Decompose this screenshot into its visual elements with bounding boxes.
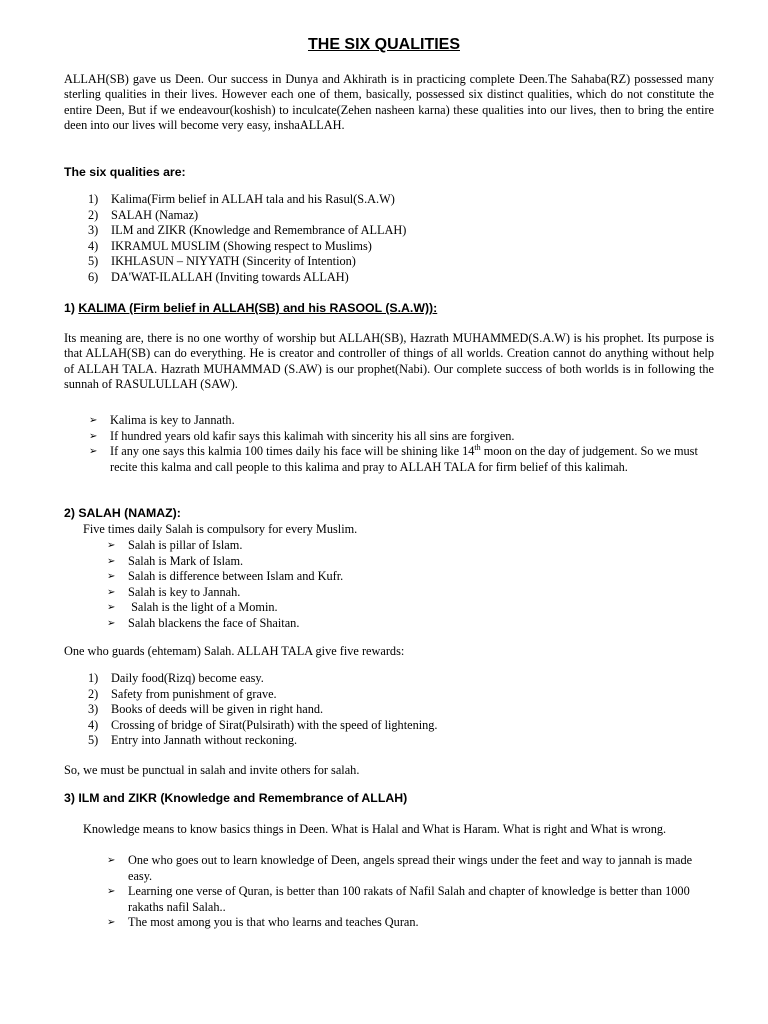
- salah-heading: 2) SALAH (NAMAZ):: [64, 506, 181, 520]
- arrow-bullet-icon: ➢: [107, 571, 116, 583]
- list-item: ➢ Salah blackens the face of Shaitan.: [107, 615, 300, 630]
- arrow-bullet-icon: ➢: [107, 540, 116, 551]
- intro-paragraph: ALLAH(SB) gave us Deen. Our success in Dunya and Akhirath is in practicing complete Deen.The Sahaba(RZ) possessed many sterling qualities in their lives. However each one of them, basically, possessed six distinct qualities, which do not constitute the entire Deen, But if we endeavour(koshish) to inculcate(Zehen nasheen karna) these qualities into our lives, then to bring the entire deen into our lives will become very easy, inshaALLAH.: [64, 72, 714, 132]
- list-item: 5) IKHLASUN – NIYYATH (Sincerity of Intention): [88, 254, 356, 269]
- arrow-bullet-icon: ➢: [89, 430, 98, 442]
- list-item: 1) Kalima(Firm belief in ALLAH tala and his Rasul(S.A.W): [88, 192, 395, 206]
- list-item: 4) IKRAMUL MUSLIM (Showing respect to Muslims): [88, 238, 372, 253]
- list-item: ➢ Learning one verse of Quran, is better than 100 rakats of Nafil Salah and chapter of knowledge is better than 1000 rakaths nafil Salah..: [107, 884, 690, 914]
- list-item: ➢ Kalima is key to Jannath.: [89, 413, 235, 427]
- rewards-intro: One who guards (ehtemam) Salah. ALLAH TALA give five rewards:: [64, 644, 405, 658]
- ilm-bullets: [107, 853, 717, 931]
- arrow-bullet-icon: ➢: [107, 917, 116, 929]
- list-item: ➢ One who goes out to learn knowledge of Deen, angels spread their wings under the feet and way to jannah is made easy.: [107, 853, 693, 883]
- arrow-bullet-icon: ➢: [107, 586, 116, 598]
- arrow-bullet-icon: ➢: [89, 415, 98, 426]
- list-item: 1) Daily food(Rizq) become easy.: [88, 671, 264, 685]
- rewards-list: [88, 671, 438, 749]
- arrow-bullet-icon: ➢: [107, 555, 116, 567]
- list-item: ➢ Salah is difference between Islam and Kufr.: [107, 569, 344, 584]
- list-item: 6) DA'WAT-ILALLAH (Inviting towards ALLAH): [88, 269, 349, 284]
- list-item: ➢ The most among you is that who learns and teaches Quran.: [107, 915, 419, 930]
- arrow-bullet-icon: ➢: [89, 446, 98, 458]
- arrow-bullet-icon: ➢: [107, 602, 116, 614]
- list-item: ➢ Salah is key to Jannah.: [107, 584, 241, 599]
- list-item: 5) Entry into Jannath without reckoning.: [88, 733, 298, 748]
- kalima-bullets: [89, 413, 719, 475]
- arrow-bullet-icon: ➢: [107, 855, 116, 866]
- salah-closing: So, we must be punctual in salah and invite others for salah.: [64, 763, 360, 777]
- list-item: 3) ILM and ZIKR (Knowledge and Remembrance of ALLAH): [88, 223, 407, 238]
- qualities-heading: The six qualities are:: [64, 165, 186, 179]
- salah-intro: Five times daily Salah is compulsory for every Muslim.: [83, 522, 358, 536]
- arrow-bullet-icon: ➢: [107, 617, 116, 629]
- list-item: ➢ Salah is the light of a Momin.: [107, 600, 278, 615]
- list-item: ➢ If hundred years old kafir says this kalimah with sincerity his all sins are forgiven.: [89, 428, 515, 443]
- arrow-bullet-icon: ➢: [107, 886, 116, 898]
- list-item: 3) Books of deeds will be given in right hand.: [88, 702, 324, 717]
- kalima-heading: 1) KALIMA (Firm belief in ALLAH(SB) and his RASOOL (S.A.W)):: [64, 301, 438, 315]
- kalima-paragraph: Its meaning are, there is no one worthy of worship but ALLAH(SB), Hazrath MUHAMMED(S.A.W) is his prophet. Its purpose is that ALLAH(SB) can do everything. He is creator and controller of things of all worlds. Creation cannot do anything without help of ALLAH TALA. Hazrath MUHAMMAD (S.AW) is our prophet(Nabi). Our complete success of both worlds is in following the sunnah of RASULULLAH (SAW).: [64, 331, 714, 391]
- qualities-list: [88, 192, 406, 286]
- list-item: 2) Safety from punishment of grave.: [88, 686, 277, 701]
- ilm-intro: Knowledge means to know basics things in Deen. What is Halal and What is Haram. What is right and What is wrong.: [83, 822, 667, 836]
- list-item: ➢ Salah is Mark of Islam.: [107, 553, 244, 568]
- list-item: 2) SALAH (Namaz): [88, 207, 199, 222]
- page-title: THE SIX QUALITIES: [307, 36, 460, 53]
- list-item: 4) Crossing of bridge of Sirat(Pulsirath) with the speed of lightening.: [88, 717, 438, 732]
- list-item: ➢ If any one says this kalmia 100 times daily his face will be shining like 14th moon on the day of judgement. So we must recite this kalma and call people to this kalima and pray to ALLAH TALA for firm belief of this kalimah.: [89, 443, 698, 474]
- list-item: ➢ Salah is pillar of Islam.: [107, 538, 243, 552]
- ilm-heading: 3) ILM and ZIKR (Knowledge and Remembrance of ALLAH): [64, 791, 408, 805]
- salah-bullets: [107, 538, 707, 632]
